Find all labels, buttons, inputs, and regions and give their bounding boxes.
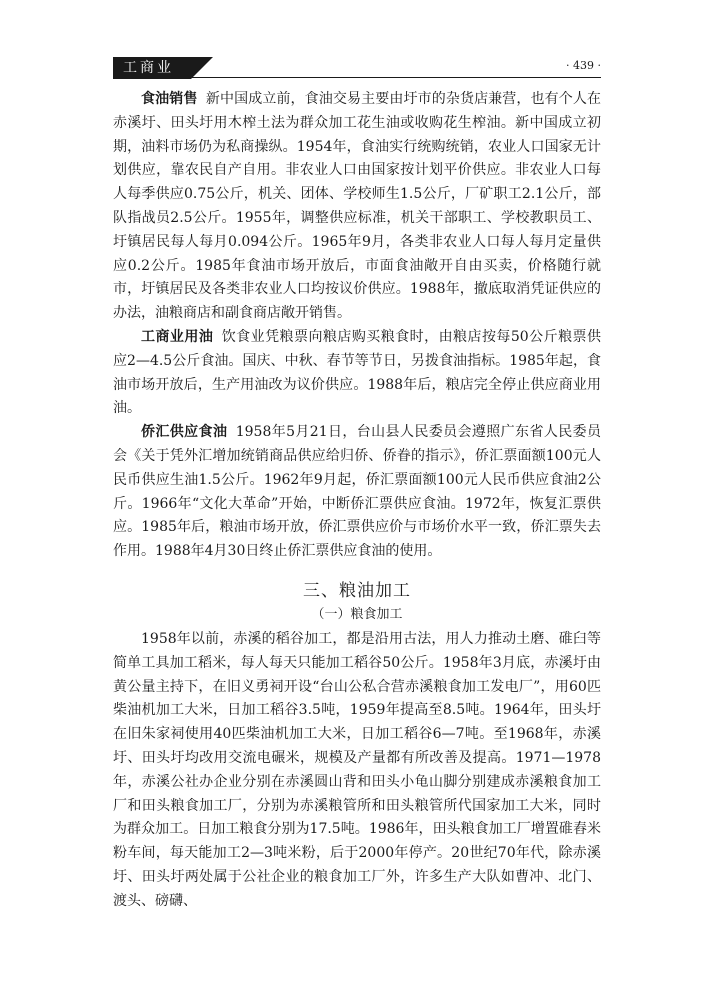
paragraph-term: 侨汇供应食油 [141, 424, 228, 441]
header-rule [191, 77, 601, 78]
paragraph-edible-oil-sales [113, 88, 601, 326]
paragraph-text: 新中国成立前，食油交易主要由圩市的杂货店兼营，也有个人在赤溪圩、田头圩用木榨土法为群众加工花生油或收购花生榨油。新中国成立初期，油料市场仍为私商操纵。1954年，食油实行统购统销，农业人口国家无计划供应，靠农民自产自用。非农业人口由国家按计划平价供应。非农业人口每人每季供应0.75公斤，机关、团体、学校师生1.5公斤，厂矿职工2.1公斤，部队指战员2.5公斤。1955年，调整供应标准，机关干部职工、学校教职员工、圩镇居民每人每月0.094公斤。1965年9月，各类非农业人口每人每月定量供应0.2公斤。1985年食油市场开放后，市面食油敞开自由买卖，价格随行就市，圩镇居民及各类非农业人口均按议价供应。1988年，撤底取消凭证供应的办法，油粮商店和副食商店敞开销售。 [113, 91, 602, 322]
paragraph-text: 饮食业凭粮票向粮店购买粮食时，由粮店按每50公斤粮票供应2—4.5公斤食油。国庆、中秋、春节等节日，另拨食油指标。1985年起，食油市场开放后，生产用油改为议价供应。1988年后，粮店完全停止供应商业用油。 [113, 328, 601, 417]
section-tab: 工商业 [113, 57, 191, 79]
paragraph-text: 1958年5月21日，台山县人民委员会遵照广东省人民委员会《关于凭外汇增加统销商品供应给归侨、侨眷的指示》，侨汇票面额100元人民币供应生油1.5公斤。1962年9月起，侨汇票面额100元人民币供应食油2公斤。1966年“文化大革命”开始，中断侨汇票供应食油。1972年，恢复汇票供应。1985年后，粮油市场开放，侨汇票供应价与市场价水平一致，侨汇票失去作用。1988年4月30日终止侨汇票供应食油的使用。 [113, 424, 601, 560]
page-number: · 439 · [566, 59, 601, 72]
subsection-title: （一）粮食加工 [311, 606, 403, 622]
section-title: 三、粮油加工 [303, 580, 411, 601]
page-content [113, 88, 601, 914]
paragraph-remittance-oil [113, 421, 601, 564]
paragraph-grain-processing: 1958年以前，赤溪的稻谷加工，都是沿用古法，用人力推动土磨、碓臼等简单工具加工稻米，每人每天只能加工稻谷50公斤。1958年3月底，赤溪圩由黄公量主持下，在旧义勇祠开设“台山公私合营赤溪粮食加工发电厂”，用60匹柴油机加工大米，日加工稻谷3.5吨，1959年提高至8.5吨。1964年，田头圩在旧朱家祠使用40匹柴油机加工大米，日加工稻谷6—7吨。至1968年，赤溪圩、田头圩均改用交流电碾米，规模及产量都有所改善及提高。1971—1978年，赤溪公社办企业分别在赤溪圆山背和田头小龟山脚分别建成赤溪粮食加工厂和田头粮食加工厂，分别为赤溪粮管所和田头粮管所代国家加工大米，同时为群众加工。日加工粮食分别为17.5吨。1986年，田头粮食加工厂增置碓舂米粉车间，每天能加工2—3吨米粉，后于2000年停产。20世纪70年代，除赤溪圩、田头圩两处属于公社企业的粮食加工厂外，许多生产大队如曹冲、北门、渡头、磅礴、 [113, 630, 601, 909]
paragraph-term: 食油销售 [141, 91, 198, 107]
page-header [113, 57, 601, 79]
paragraph-term: 工商业用油 [141, 328, 214, 345]
paragraph-industrial-oil [113, 326, 601, 421]
